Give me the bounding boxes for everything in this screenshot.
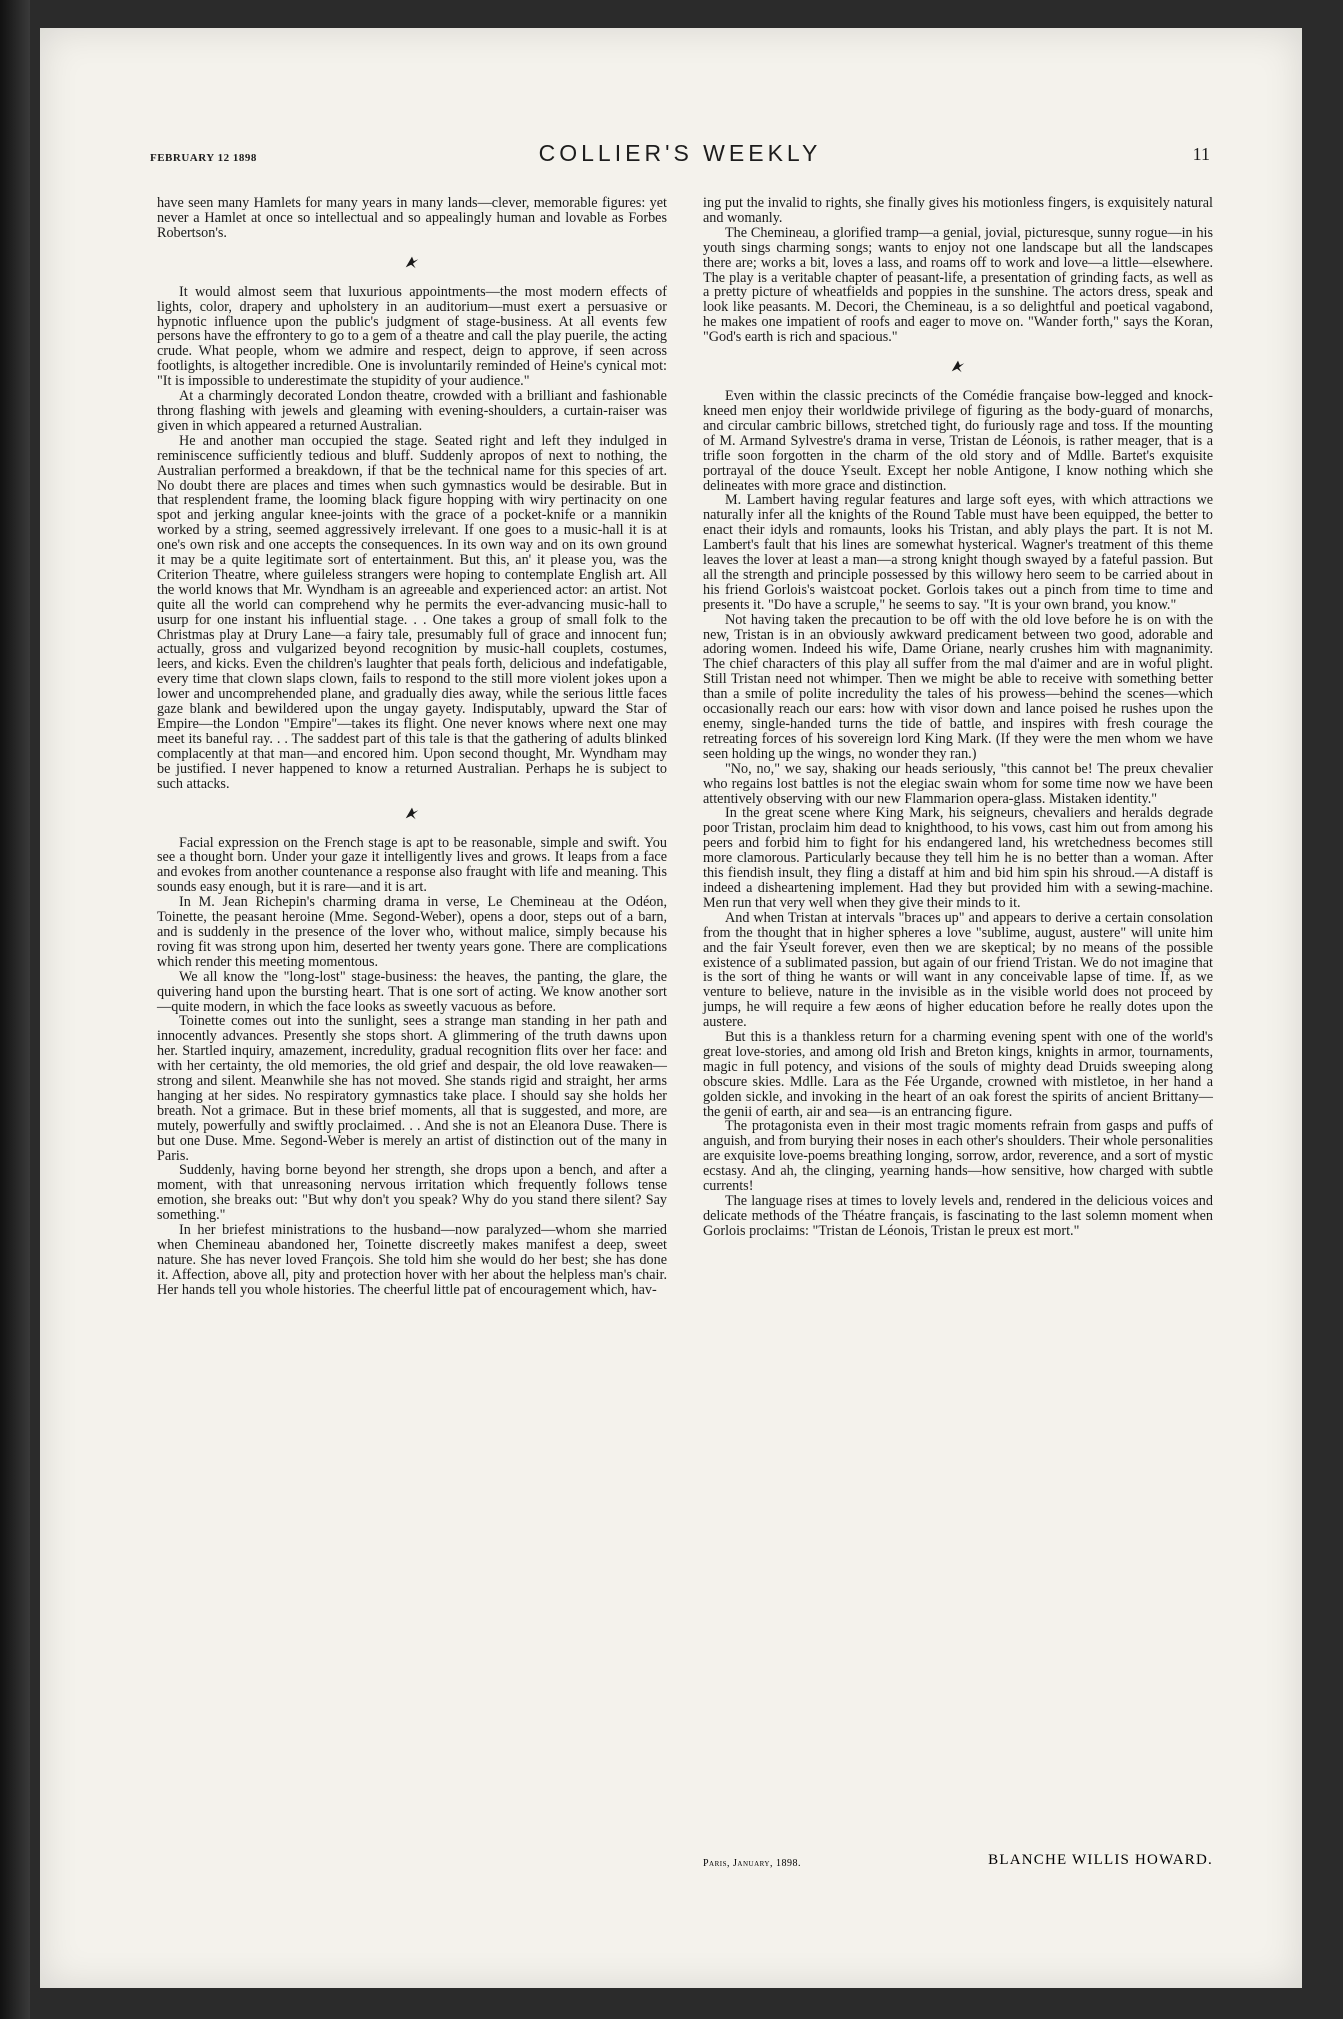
paragraph: In M. Jean Richepin's charming drama in verse, Le Chemineau at the Odéon, Toinette, the peasant heroine (Mme. Segond-Weber), opens a door, steps out of a barn, and is suddenly in the presence of the lover who, without malice, simply because his roving fit was strong upon him, deserted her twenty years gone. There are complications which render this meeting momentous.	[157, 894, 667, 970]
paragraph: Even within the classic precincts of the Comédie française bow-legged and knock-kneed men enjoy their worldwide privilege of figuring as the body-guard of monarchs, and circular cambric billows, stretched tight, do furiously rage and toss. If the mounting of M. Armand Sylvestre's drama in verse, Tristan de Léonois, is rather meager, that is a trifle soon forgotten in the charm of the old story and of Mdlle. Bartet's exquisite portrayal of the douce Yseult. Except her noble Antigone, I know nothing which she delineates with more grace and distinction.	[703, 388, 1213, 494]
author-name: BLANCHE WILLIS HOWARD.	[988, 1852, 1213, 1868]
scan-edge	[0, 0, 30, 2019]
paragraph: The language rises at times to lovely levels and, rendered in the delicious voices and delicate methods of the Théatre français, is fascinating to the last solemn moment when Gorlois proclaims: "Tristan de Léonois, Tristan le preux est mort."	[703, 1193, 1213, 1239]
paragraph: We all know the "long-lost" stage-business: the heaves, the panting, the glare, the quivering hand upon the bursting heart. That is one sort of acting. We know another sort—quite modern, in which the face looks as sweetly vacuous as before.	[157, 968, 667, 1015]
paragraph: Toinette comes out into the sunlight, sees a strange man standing in her path and innocently advances. Presently she stops short. A glimmering of the truth dawns upon her. Startled inquiry, amazement, incredulity, gradual recognition flits over her face: and with her certainty, the old memories, the old grief and despair, the old love reawaken—strong and silent. Meanwhile she has not moved. She stands rigid and straight, her arms hanging at her sides. No respiratory gymnastics take place. I should say she holds her breath. Not a grimace. But in these brief moments, all that is suggested, and more, are mutely, powerfully and swiftly proclaimed. . . And she is not an Eleanora Duse. There is but one Duse. Mme. Segond-Weber is merely an artist of distinction out of the many in Paris.	[157, 1013, 667, 1164]
paragraph: It would almost seem that luxurious appointments—the most modern effects of lights, color, drapery and upholstery in an auditorium—must exert a persuasive or hypnotic influence upon the public's judgment of stage-business. At all events few persons have the effrontery to go to a gem of a theatre and call the play puerile, the acting crude. What people, whom we admire and respect, deign to approve, if seen across footlights, is altogether incredible. One is involuntarily reminded of Heine's cynical mot: "It is impossible to underestimate the stupidity of your audience."	[157, 283, 667, 390]
issue-date: FEBRUARY 12 1898	[150, 152, 257, 164]
paragraph: In the great scene where King Mark, his seigneurs, chevaliers and heralds degrade poor Tristan, proclaim him dead to knighthood, to his vows, cast him out from among his peers and forbid him to fight for his endangered land, his wretchedness becomes still more clamorous. Particularly because they tell him he is no better than a woman. After this fiendish insult, they fling a distaff at him and bid him spin his shroud.—A distaff is indeed a disheartening implement. Had they but provided him with a sewing-machine. Men run that very well when they give their minds to it.	[703, 805, 1213, 911]
paragraph: But this is a thankless return for a charming evening spent with one of the world's great love-stories, and among old Irish and Breton kings, knights in armor, tournaments, magic in full potency, and visions of the souls of mighty dead Druids sweeping along obscure skies. Mdlle. Lara as the Fée Urgande, crowned with mistletoe, in her hand a golden sickle, and invoking in the heart of an oak forest the spirits of ancient Brittany—the genii of earth, air and sea—is an entrancing figure.	[703, 1029, 1213, 1120]
paragraph: At a charmingly decorated London theatre, crowded with a brilliant and fashionable throng flashing with jewels and gleaming with evening-shoulders, a curtain-raiser was given in which appeared a returned Australian.	[157, 388, 667, 434]
paragraph: The Chemineau, a glorified tramp—a genial, jovial, picturesque, sunny rogue—in his youth sings charming songs; wants to enjoy not one landscape but all the landscapes there are; works a bit, loves a lass, and roams off to work and love—a little—elsewhere. The play is a veritable chapter of peasant-life, a presentation of grinding facts, as well as a pretty picture of wheatfields and poppies in the sunshine. The actors dress, speak and look like peasants. M. Decori, the Chemineau, is a so delightful and poetical vagabond, he makes one impatient of roofs and eager to move on. "Wander forth," says the Koran, "God's earth is rich and spacious."	[703, 224, 1213, 346]
fleuron-icon	[157, 804, 667, 822]
fleuron-icon	[157, 253, 667, 271]
fleuron-icon	[703, 357, 1213, 375]
paragraph: have seen many Hamlets for many years in many lands—clever, memorable figures: yet never a Hamlet at once so intellectual and so appealingly human and lovable as Forbes Robertson's.	[157, 195, 667, 241]
masthead: COLLIER'S WEEKLY	[538, 140, 822, 166]
dateline: Paris, January, 1898.	[703, 1858, 801, 1869]
paragraph: ing put the invalid to rights, she finally gives his motionless fingers, is exquisitely natural and womanly.	[703, 195, 1213, 226]
left-column	[157, 196, 667, 1298]
paragraph: Facial expression on the French stage is apt to be reasonable, simple and swift. You see a thought born. Under your gaze it intelligently lives and grows. It leaps from a face and evokes from another countenance a response also fraught with life and meaning. This sounds easy enough, but it is rare—and it is art.	[157, 834, 667, 896]
paragraph: M. Lambert having regular features and large soft eyes, with which attractions we naturally infer all the knights of the Round Table must have been equipped, the better to enact their idyls and romaunts, looks his Tristan, and ably plays the part. It is not M. Lambert's fault that his lines are somewhat hysterical. Wagner's treatment of this theme leaves the lover at least a man—a strong knight though swayed by a fateful passion. But all the strength and principle possessed by this willowy hero seem to be carried about in his friend Gorlois's waistcoat pocket. Gorlois takes out a pinch from time to time and presents it. "Do have a scruple," he seems to say. "It is your own brand, you know."	[703, 492, 1213, 613]
paragraph: Suddenly, having borne beyond her strength, she drops upon a bench, and after a moment, with that unreasoning nervous irritation which frequently follows tense emotion, she breaks out: "But why don't you speak? Why do you stand there silent? Say something."	[157, 1162, 667, 1224]
paragraph: "No, no," we say, shaking our heads seriously, "this cannot be! The preux chevalier who regains lost battles is not the elegiac swain whom for some time now we have been attentively observing with our new Flammarion opera-glass. Mistaken identity."	[703, 760, 1213, 807]
paragraph: And when Tristan at intervals "braces up" and appears to derive a certain consolation from the thought that in higher spheres a love "sublime, august, austere" will unite him and the fair Yseult forever, even then we are skeptical; by no means of the possible existence of a sublimated passion, but again of our friend Tristan. We do not imagine that is the sort of thing he wants or will want in any conceivable lapse of time. If, as we venture to believe, nature in the invisible as in the visible world does not proceed by jumps, he will require a few æons of higher education before he really dotes upon the austere.	[703, 909, 1213, 1031]
page-number: 11	[1192, 144, 1210, 164]
paragraph: Not having taken the precaution to be off with the old love before he is on with the new, Tristan is in an obviously awkward predicament between two good, adorable and adoring women. Indeed his wife, Dame Oriane, nearly crushes him with magnanimity. The chief characters of this play all suffer from the mal d'aimer and are in woful plight. Still Tristan need not whimper. Then we might be able to receive with something better than a smile of polite incredulity the tales of his prowess—behind the scenes—which occasionally reach our ears: how with visor down and lance poised he rushes upon the enemy, single-handed turns the tide of battle, and inspires with fresh courage the retreating forces of his sovereign lord King Mark. (If they were the men whom we have seen holding up the wings, no wonder they ran.)	[703, 611, 1213, 762]
right-column	[703, 196, 1213, 1239]
signature-row	[703, 1852, 1213, 1876]
page-header	[150, 140, 1210, 180]
paragraph: He and another man occupied the stage. Seated right and left they indulged in reminiscence sufficiently tedious and bluff. Suddenly apropos of next to nothing, the Australian performed a breakdown, if that be the technical name for this species of art. No doubt there are places and times when such gymnastics would be desirable. But in that resplendent frame, the looming black figure hopping with wiry pertinacity on one spot and jerking angular knee-joints with the grace of a pocket-knife or a mannikin worked by a string, seemed aggressively irrelevant. If one goes to a music-hall it is at one's own risk and one accepts the consequences. In its own way and on its own ground it may be a quite legitimate sort of entertainment. But this, an' it please you, was the Criterion Theatre, where guileless strangers were hoping to contemplate English art. All the world knows that Mr. Wyndham is an agreeable and experienced actor: an artist. Not quite all the world can comprehend why he permits the ever-advancing music-hall to usurp for one instant his influential stage. . . One takes a group of small folk to the Christmas play at Drury Lane—a fairy tale, presumably full of grace and innocent fun; actually, gross and vulgarized beyond recognition by music-hall couplets, costumes, leers, and kicks. Even the children's laughter that peals forth, delicious and indefatigable, every time that clown slaps clown, fails to respond to the still more violent jokes upon a lower and uncomprehended plane, and gradually dies away, while the serious little faces gaze blank and bewildered upon the ungay gayety. Indisputably, upward the Star of Empire—the London "Empire"—takes its flight. One never knows where next one may meet its baneful ray. . . The saddest part of this tale is that the gathering of adults blinked complacently at that man—and encored him. Upon second thought, Mr. Wyndham may be justified. I never happened to know a returned Australian. Perhaps he is subject to such attacks.	[157, 432, 667, 792]
paragraph: The protagonista even in their most tragic moments refrain from gasps and puffs of anguish, and from burying their noses in each other's shoulders. Their whole personalities are exquisite love-poems breathing longing, sorrow, ardor, reverence, and a sort of mystic ecstasy. And ah, the clinging, yearning hands—how sensitive, how charged with subtle currents!	[703, 1118, 1213, 1195]
paragraph: In her briefest ministrations to the husband—now paralyzed—whom she married when Chemineau abandoned her, Toinette discreetly makes manifest a deep, sweet nature. She has never loved François. She told him she would do her best; she has done it. Affection, above all, pity and protection hover with her about the helpless man's chair. Her hands tell you whole histories. The cheerful little pat of encouragement which, hav-	[157, 1222, 667, 1298]
